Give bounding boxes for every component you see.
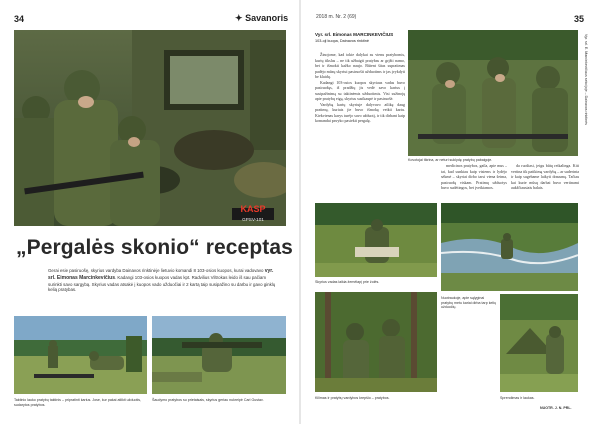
article-title: „Pergalės skonio“ receptas <box>16 236 293 259</box>
article-lead <box>48 268 280 293</box>
lead-text-2: . Kadangi 103-osios kuopos vadas kpt. Radvilius Viltrokas leido iš sau pačiam surinkti savo sargybą. Skyrius vadas atsakė į kuopos vado užduočiai ir 2 kartą taip susipažino su darbu ir gavo ginklų kelią pratybas. <box>48 274 276 293</box>
author-name: Vyr. srl. Eimonas MARCINKEVIČIUS <box>315 32 394 37</box>
issue-label: 2018 m. Nr. 2 (69) <box>316 14 357 20</box>
vehicle-plate: GPSV-101 <box>242 217 264 222</box>
photo-map-reading <box>315 203 437 277</box>
photo-forest-soldiers <box>315 292 437 392</box>
photo-soldiers-vehicle <box>14 30 286 226</box>
col2-paragraph: medicinos pratybos, gaila, apie mus – tai, kad sunkiau kaip visiems ir lydėjo sėkmė – skyriai dirbo tarsi viena šeima, pasiruošę viskam. Pratimų užduotys buvo sudėtingos, bet įveikiamos. <box>441 163 507 190</box>
lead-name: vyr. srl. Eimonas Marcinkevičius <box>48 268 274 281</box>
col1-paragraph: Vardybą karių skyriuje dalyvavo atlikę daug pratimų, kuriais jie buvo išmokę veikti kartu. Kiekvienas karys turėjo savo užduotį, ir tik dirbant kaip komandai pavyko pasiekti pergalę. <box>315 101 405 123</box>
col1-paragraph: Kadangi 103-osios kuopos skyriaus vadas buvo pasiruošęs, iš pradžių jis vedė savo karius į susipažinimą su taktinėmis užduotimis. Visi sužinoję apie pratybų eigą, skyrius susikaupė ir pasiruošė. <box>315 79 405 101</box>
lead-text-1: Gerai esie pasiruošę, skyrius vardyba Dainavos rinktinėje lietuvio komandi 8 103-osios kuopos, kurai vadovavo <box>48 268 265 273</box>
magazine-name <box>235 13 288 24</box>
caption-top-photo: Kovotojai tikrina, ar neturi suklydę pratybų pabaigoje. <box>408 158 493 162</box>
caption-photo1: Taktinio lauko pratybų taktinis – pripratinti karius. Jose, kur pakai atlikti užduotis, sudarytos pratybos. <box>14 398 142 407</box>
caption-bot-right: Sprendimas ir laukas. <box>500 396 535 400</box>
photo-training-field <box>14 316 147 394</box>
vehicle-marking <box>236 204 270 214</box>
byline <box>315 32 401 43</box>
photo-credit-footer: NUOTR. J. N. PRL. <box>540 406 572 410</box>
page-number-left: 34 <box>14 14 25 24</box>
vertical-photo-credit: Vyr. srl. E. Marcinkevičiaus sekcijoje – Dainavos rinktinės <box>584 34 588 125</box>
article-column-1 <box>315 52 405 214</box>
photo-soldiers-group <box>408 30 578 156</box>
magazine-title: Savanoris <box>245 13 289 23</box>
author-role: 103-oji kuopa, Dainavos rinktinė <box>315 39 370 43</box>
page-number-right: 35 <box>574 14 585 24</box>
col3-paragraph: da ruošiasi, jeigu būtų reikalinga. Kiti vertina tik patikimą vardybą – ar suderinta ir kaip sugebame laikyti drausmę. Tačiau kai kurie mūsų darbai buvo vertinami aukščiausiais balais. <box>511 163 579 190</box>
caption-mid-left: Skyrius vadas laikia žemėlapį prie žolės. <box>315 280 380 284</box>
article-column-2 <box>441 163 507 199</box>
article-column-3 <box>511 163 579 199</box>
photo-river-crossing <box>441 203 578 291</box>
photo-tent-camp <box>500 294 578 392</box>
caption-photo2: Šaudymo pratybos su prietaisais, skyrius geriau nukreipė Carl Gustav. <box>152 398 264 402</box>
page-fold <box>299 0 301 424</box>
caption-bot-mid: Nuotraukoje, apie sąlyginai pratybų metu kariai dirba tarp kelių užduočių. <box>441 296 497 310</box>
star-icon: ✦ <box>235 13 243 23</box>
kasp-label: KASP <box>240 204 266 214</box>
photo-anti-tank <box>152 316 286 394</box>
col1-paragraph: Žinojome, kad tokie dalykai su vienu pratybomis, kurių tikslas – ne tik užbaigti pratybas ar grįžti namo, bet ir išmokti kažko naujo. Būtent šitas supratimas padėjo mūsų skyriui pasiruošti užduotims ir jas įvykdyti be klaidų. <box>315 52 405 79</box>
caption-bot-left: Kilimas ir pratybų vardybos krepšio – pratybos. <box>315 396 390 400</box>
